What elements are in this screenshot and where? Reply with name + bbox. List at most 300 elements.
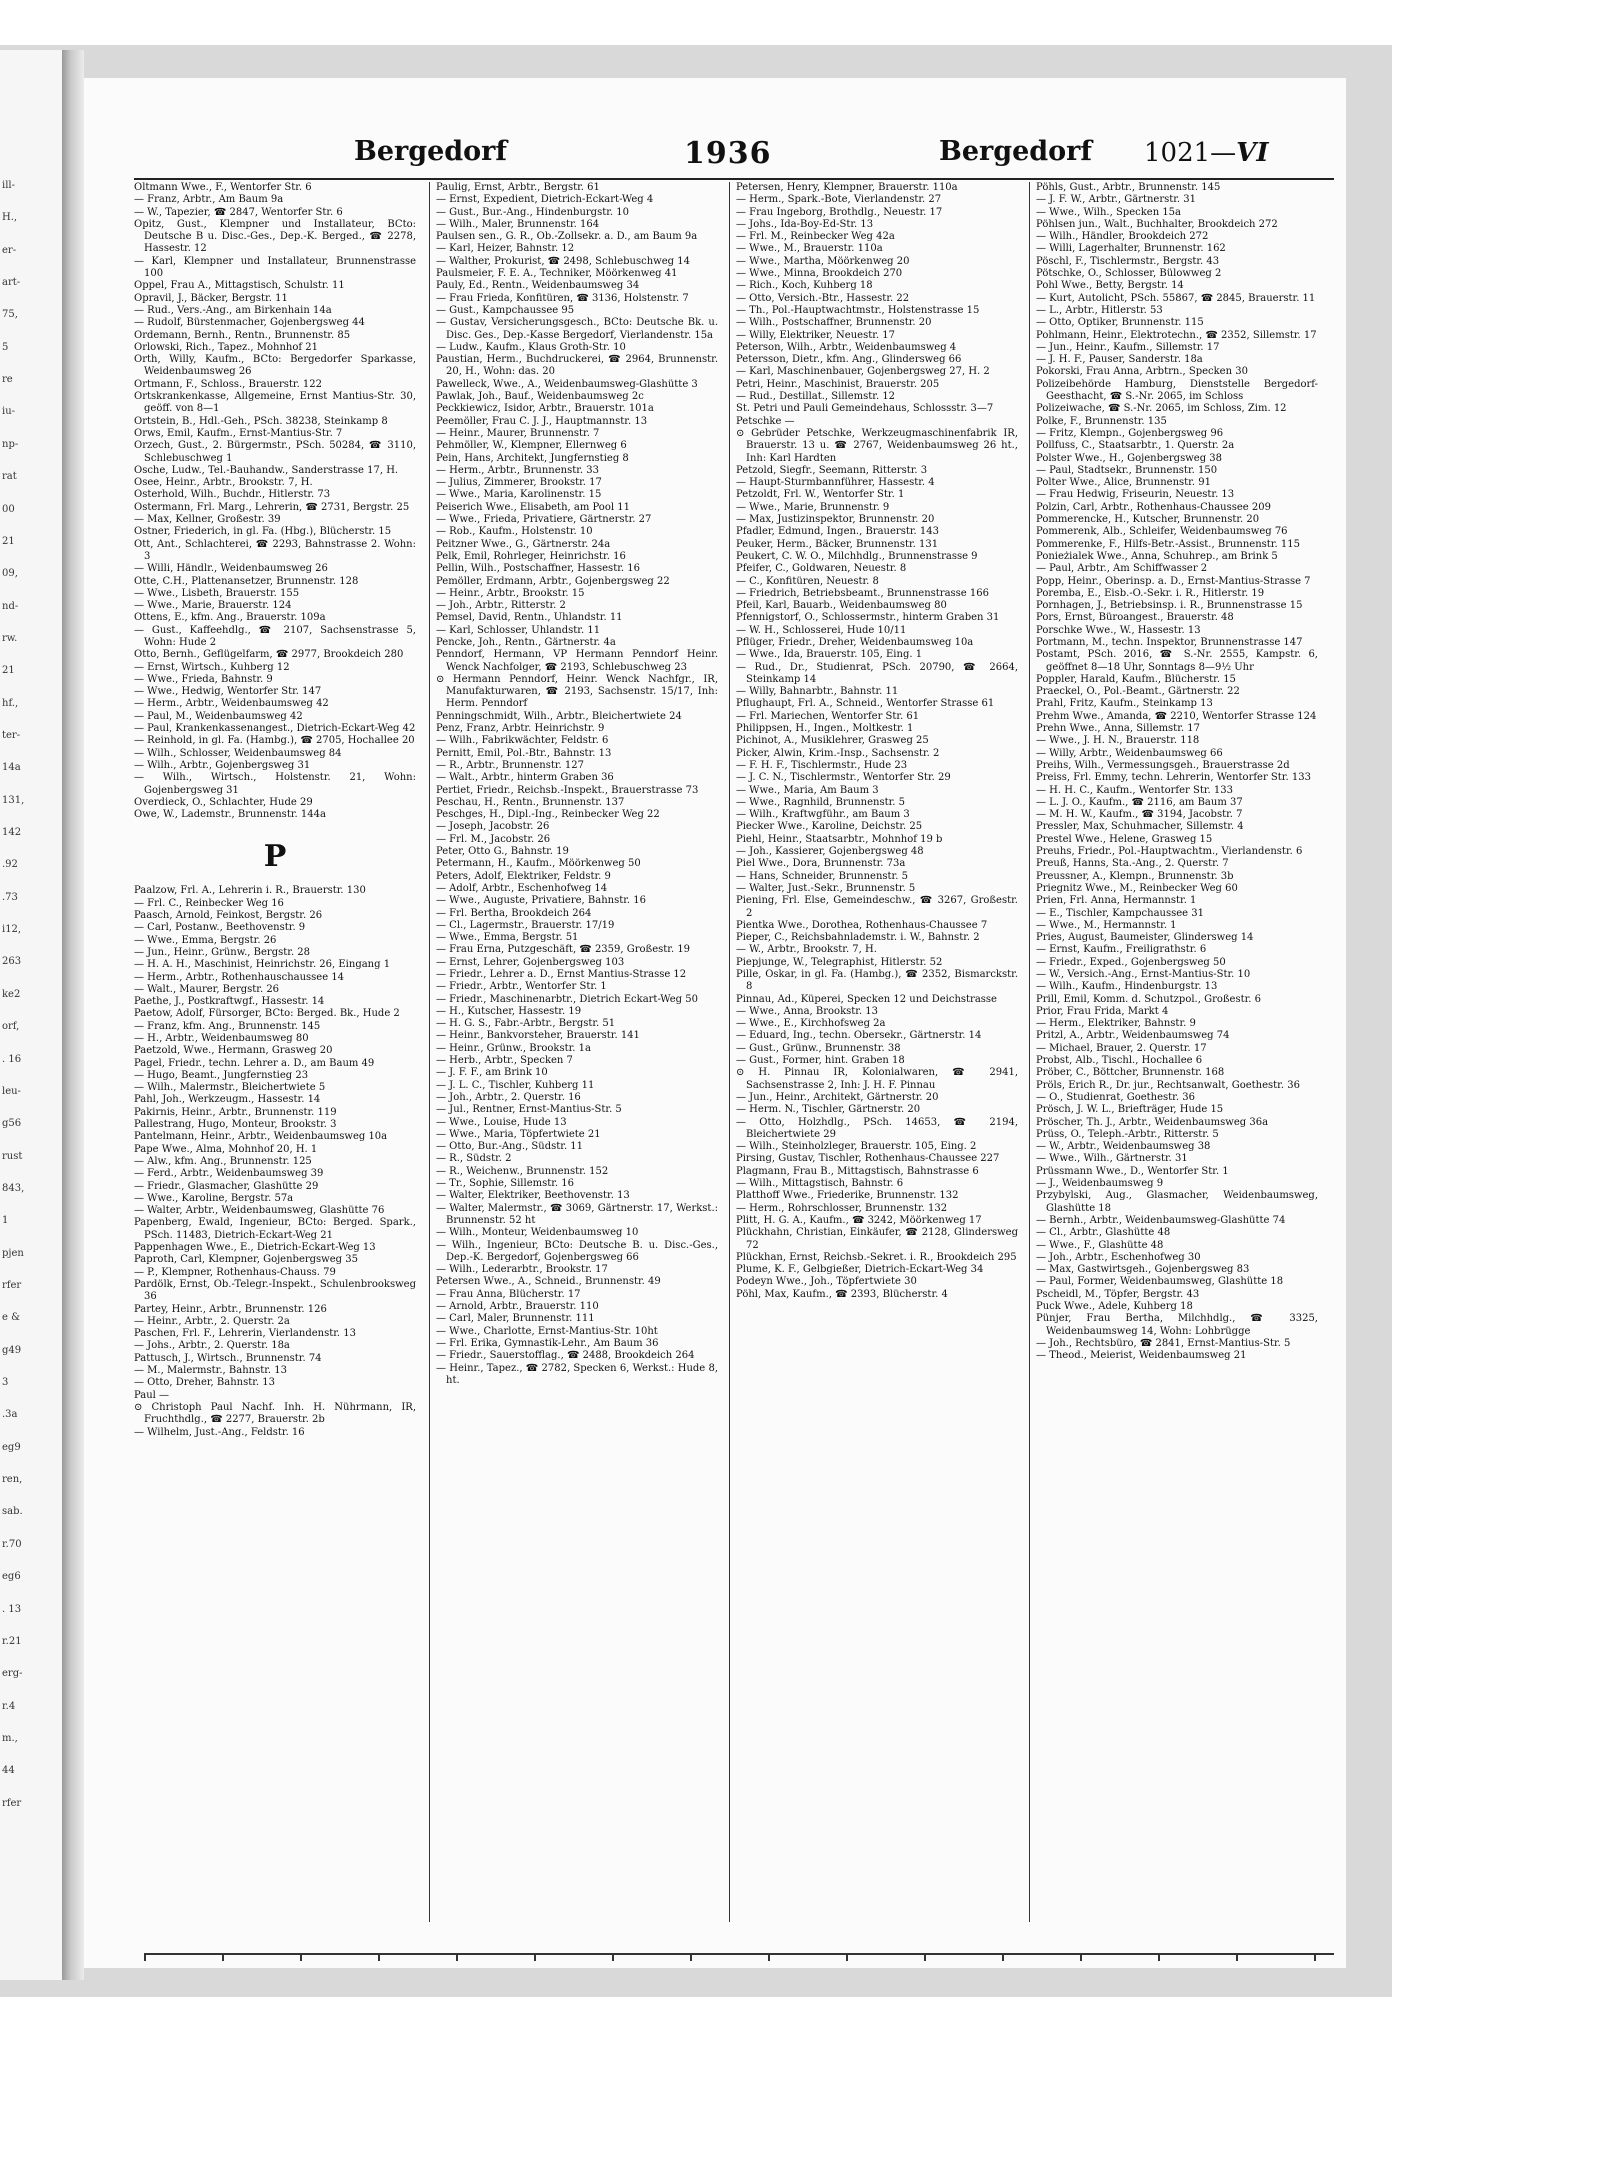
directory-entry: Probst, Alb., Tischl., Hochallee 6: [1036, 1055, 1203, 1067]
directory-entry: Prestel Wwe., Helene, Grasweg 15: [1036, 833, 1213, 845]
directory-entry: ⊙ H. Pinnau IR, Kolonialwaren, ☎ 2941, Sachsenstrasse 2, Inh: J. H. F. Pinnau: [736, 1067, 1018, 1091]
facing-page-fragment: ter-: [2, 730, 21, 741]
directory-entry: — Paul, Former, Weidenbaumsweg, Glashütte 18: [1036, 1276, 1284, 1288]
directory-entry: — Wwe., Lisbeth, Brauerstr. 155: [134, 587, 300, 599]
directory-entry: Paustian, Herm., Buchdruckerei, ☎ 2964, Brunnenstr. 20, H., Wohn: das. 20: [436, 354, 718, 378]
directory-entry: — Heinr., Arbtr., Brookstr. 15: [436, 587, 585, 599]
directory-entry: Polizeibehörde Hamburg, Dienststelle Bergedorf-Geesthacht, ☎ S.-Nr. 2065, im Schloss: [1036, 378, 1318, 403]
directory-entry: — Max, Justizinspektor, Brunnenstr. 20: [736, 514, 935, 526]
facing-page-fragment: r.70: [2, 1538, 22, 1550]
directory-entry: Pöschl, F., Tischlermstr., Bergstr. 43: [1036, 255, 1220, 267]
directory-entry: — Wwe., Emma, Bergstr. 26: [134, 934, 277, 946]
directory-entry: — Friedr., Exped., Gojenbergsweg 50: [1036, 956, 1226, 968]
directory-entry: — Paul, Arbtr., Am Schiffwasser 2: [1036, 563, 1208, 575]
directory-entry: Piecker Wwe., Karoline, Deichstr. 25: [736, 821, 923, 833]
directory-entry: — Frau Erna, Putzgeschäft, ☎ 2359, Großestr. 19: [436, 944, 691, 956]
directory-entry: — Wilh., Arbtr., Gojenbergsweg 31: [134, 759, 311, 771]
directory-entry: Ostner, Friederich, in gl. Fa. (Hbg.), Blücherstr. 15: [134, 526, 392, 538]
directory-entry: Prahl, Fritz, Kaufm., Steinkamp 13: [1036, 698, 1213, 710]
directory-entry: — Gust., Former, hint. Graben 18: [736, 1055, 905, 1067]
directory-entry: Piepjunge, W., Telegraphist, Hitlerstr. 52: [736, 956, 943, 968]
directory-entry: — Wwe., M., Brauerstr. 110a: [736, 243, 883, 255]
directory-entry: — Herm., Arbtr., Brunnenstr. 33: [436, 464, 599, 476]
directory-entry: — Frau Frieda, Konfitüren, ☎ 3136, Holstenstr. 7: [436, 292, 689, 304]
facing-page-fragment: er-: [2, 244, 17, 256]
directory-entry: Popp, Heinr., Oberinsp. a. D., Ernst-Mantius-Strasse 7: [1036, 575, 1311, 587]
header-left-title: Bergedorf: [354, 136, 508, 167]
directory-entry: Pohl Wwe., Betty, Bergstr. 14: [1036, 280, 1184, 292]
directory-entry: Pommerenk, Alb., Schleifer, Weidenbaumsweg 76: [1036, 526, 1288, 538]
directory-entry: — Heinr., Maurer, Brunnenstr. 7: [436, 427, 600, 439]
directory-entry: Pors, Ernst, Büroangest., Brauerstr. 48: [1036, 612, 1234, 624]
directory-entry: Pahl, Joh., Werkzeugm., Hassestr. 14: [134, 1094, 321, 1106]
directory-entry: — Wwe., J. H. N., Brauerstr. 118: [1036, 735, 1200, 747]
directory-entry: — Wwe., Karoline, Bergstr. 57a: [134, 1192, 294, 1204]
directory-entry: — Friedr., Sauerstofflag., ☎ 2488, Brookdeich 264: [436, 1350, 695, 1362]
directory-entry: — Wilh., Postschaffner, Brunnenstr. 20: [736, 317, 932, 329]
directory-entry: — Joh., Kassierer, Gojenbergsweg 48: [736, 846, 924, 858]
directory-entry: — Otto, Dreher, Bahnstr. 13: [134, 1377, 276, 1389]
facing-page-fragment: g49: [2, 1344, 22, 1356]
directory-entry: — Wwe., M., Hermannstr. 1: [1036, 919, 1177, 931]
directory-entry: — Wwe., Hedwig, Wentorfer Str. 147: [134, 686, 322, 698]
directory-entry: Pröls, Erich R., Dr. jur., Rechtsanwalt, Goethestr. 36: [1036, 1079, 1300, 1091]
directory-entry: — Wwe., Maria, Am Baum 3: [736, 784, 879, 796]
directory-entry: — Friedr., Glasmacher, Glashütte 29: [134, 1180, 319, 1192]
directory-entry: — Wilh., Fabrikwächter, Feldstr. 6: [436, 735, 609, 747]
directory-entry: ⊙ Christoph Paul Nachf. Inh. H. Nührmann, IR, Fruchthdlg., ☎ 2277, Brauerstr. 2b: [134, 1401, 416, 1426]
directory-entry: — E., Tischler, Kampchaussee 31: [1036, 907, 1204, 919]
facing-page-fragment: sab.: [2, 1506, 23, 1518]
directory-entry: — Otto, Bur.-Ang., Südstr. 11: [436, 1141, 584, 1153]
directory-entry: — Gust., Kaffeehdlg., ☎ 2107, Sachsenstrasse 5, Wohn: Hude 2: [134, 624, 416, 648]
directory-entry: Pommerencke, H., Kutscher, Brunnenstr. 20: [1036, 514, 1260, 526]
directory-entry: Pokorski, Frau Anna, Arbtrn., Specken 30: [1036, 366, 1248, 378]
facing-page-fragment: np-: [2, 438, 19, 450]
facing-page-fragment: . 13: [2, 1603, 22, 1615]
facing-page-fragment: ke2: [2, 988, 21, 1000]
directory-entry: Paproth, Carl, Klempner, Gojenbergsweg 35: [134, 1254, 358, 1266]
facing-page-fragment: nd-: [2, 600, 19, 612]
directory-entry: — Wwe., Marie, Brunnenstr. 9: [736, 501, 890, 513]
facing-page-fragment: 1: [2, 1215, 9, 1227]
directory-entry: Prior, Frau Frida, Markt 4: [1036, 1005, 1169, 1017]
directory-entry: — M. H. W., Kaufm., ☎ 3194, Jacobstr. 7: [1036, 809, 1243, 821]
directory-entry: — Theod., Meierist, Weidenbaumsweg 21: [1036, 1350, 1247, 1362]
directory-entry: — Frl. Mariechen, Wentorfer Str. 61: [736, 710, 920, 722]
directory-entry: — Wilh., Mittagstisch, Bahnstr. 6: [736, 1178, 904, 1190]
directory-entry: — Rud., Destillat., Sillemstr. 12: [736, 391, 896, 403]
column-3: [729, 182, 1018, 1922]
facing-page-fragment: eg9: [2, 1441, 21, 1453]
directory-entry: — W., Arbtr., Weidenbaumsweg 38: [1036, 1141, 1211, 1153]
directory-entry: — Willy, Arbtr., Weidenbaumsweg 66: [1036, 747, 1223, 759]
facing-page-fragment: ren,: [2, 1474, 23, 1486]
directory-entry: Prehn Wwe., Anna, Sillemstr. 17: [1036, 723, 1200, 735]
facing-page-fragment: rat: [2, 471, 17, 483]
directory-entry: — O., Studienrat, Goethestr. 36: [1036, 1091, 1195, 1103]
directory-entry: Pünjer, Frau Bertha, Milchhdlg., ☎ 3325, Weidenbaumsweg 14, Wohn: Lohbrügge: [1036, 1313, 1318, 1337]
directory-entry: Pappenhagen Wwe., E., Dietrich-Eckart-Weg 13: [134, 1242, 376, 1254]
directory-entry: Pernitt, Emil, Pol.-Btr., Bahnstr. 13: [436, 747, 612, 759]
directory-entry: — H. G. S., Fabr.-Arbtr., Bergstr. 51: [436, 1018, 616, 1030]
page-number: 1021: [1144, 138, 1211, 168]
directory-entry: Pfadler, Edmund, Ingen., Brauerstr. 143: [736, 526, 939, 538]
directory-entry: Peemöller, Frau C. J. J., Hauptmannstr. 13: [436, 415, 648, 427]
directory-entry: — Jun., Heinr., Grünw., Bergstr. 28: [134, 946, 311, 958]
directory-entry: Paul —: [134, 1389, 170, 1401]
directory-entry: — Paul, M., Weidenbaumsweg 42: [134, 710, 303, 722]
bottom-rule: [144, 1953, 1334, 1961]
directory-entry: Pardölk, Ernst, Ob.-Telegr.-Inspekt., Schulenbrooksweg 36: [134, 1278, 416, 1303]
directory-entry: — Wwe., Wilh., Gärtnerstr. 31: [1036, 1153, 1188, 1165]
directory-entry: — J. F. W., Arbtr., Gärtnerstr. 31: [1036, 194, 1197, 206]
directory-entry: — Herm., Arbtr., Weidenbaumsweg 42: [134, 698, 329, 710]
directory-entry: Pflughaupt, Frl. A., Schneid., Wentorfer Strasse 61: [736, 698, 995, 710]
directory-entry: Osee, Heinr., Arbtr., Brookstr. 7, H.: [134, 477, 313, 489]
directory-entry: — F. H. F., Tischlermstr., Hude 23: [736, 759, 908, 771]
directory-entry: Overdieck, O., Schlachter, Hude 29: [134, 796, 313, 808]
directory-entry: — Gustav, Versicherungsgesch., BCto: Deutsche Bk. u. Disc. Ges., Dep.-Kasse Bergedorf, Vierlandenstr. 15a: [436, 317, 718, 341]
directory-entry: Pfennigstorf, O., Schlossermstr., hinterm Graben 31: [736, 612, 1000, 624]
directory-entry: — Rud., Vers.-Ang., am Birkenhain 14a: [134, 304, 332, 316]
directory-entry: Plagmann, Frau B., Mittagstisch, Bahnstrasse 6: [736, 1165, 979, 1177]
directory-entry: Preuhs, Friedr., Pol.-Hauptwachtm., Vierlandenstr. 6: [1036, 846, 1303, 858]
directory-entry: Pein, Hans, Architekt, Jungfernstieg 8: [436, 452, 629, 464]
facing-page-fragment: 263: [2, 956, 22, 968]
directory-entry: Pötschke, O., Schlosser, Bülowweg 2: [1036, 268, 1222, 280]
directory-entry: — Friedrich, Betriebsbeamt., Brunnenstrasse 166: [736, 587, 989, 599]
directory-entry: — Gust., Bur.-Ang., Hindenburgstr. 10: [436, 206, 629, 218]
directory-entry: — Joh., Arbtr., Ritterstr. 2: [436, 600, 566, 612]
column-1: [134, 182, 416, 1922]
directory-entry: Philippsen, H., Ingen., Moltkestr. 1: [736, 723, 914, 735]
directory-entry: Piehl, Heinr., Staatsarbtr., Mohnhof 19 b: [736, 833, 943, 845]
directory-entry: Praeckel, O., Pol.-Beamt., Gärtnerstr. 22: [1036, 686, 1240, 698]
directory-entry: — Ludw., Kaufm., Klaus Groth-Str. 10: [436, 341, 626, 353]
facing-page-fragment: g56: [2, 1118, 22, 1130]
directory-entry: — Carl, Postanw., Beethovenstr. 9: [134, 922, 306, 934]
directory-entry: Pritzl, A., Arbtr., Weidenbaumsweg 74: [1036, 1030, 1230, 1042]
facing-page-fragment: H.,: [2, 212, 18, 224]
directory-entry: — Wilh., Kraftwgführ., am Baum 3: [736, 809, 910, 821]
directory-entry: Paulig, Ernst, Arbtr., Bergstr. 61: [436, 182, 600, 193]
facing-page-fragment: rfer: [2, 1797, 22, 1809]
facing-page-fragment: . 16: [2, 1053, 22, 1065]
directory-entry: Peschges, H., Dipl.-Ing., Reinbecker Weg 22: [436, 809, 660, 821]
directory-entry: — J., Weidenbaumsweg 9: [1036, 1178, 1164, 1190]
directory-entry: Picker, Alwin, Krim.-Insp., Sachsenstr. 2: [736, 747, 940, 759]
directory-entry: — Wilh., Monteur, Weidenbaumsweg 10: [436, 1227, 639, 1239]
directory-entry: — Julius, Zimmerer, Brookstr. 17: [436, 477, 602, 489]
directory-entry: — Bernh., Arbtr., Weidenbaumsweg-Glashütte 74: [1036, 1214, 1286, 1226]
directory-entry: Paulsmeier, F. E. A., Techniker, Möörkenweg 41: [436, 268, 678, 280]
directory-entry: Polzin, Carl, Arbtr., Rothenhaus-Chaussee 209: [1036, 501, 1271, 513]
column-4: [1029, 182, 1318, 1922]
directory-entry: Ortskrankenkasse, Allgemeine, Ernst Mantius-Str. 30, geöff. von 8—1: [134, 391, 416, 415]
directory-entry: — Herm. N., Tischler, Gärtnerstr. 20: [736, 1104, 921, 1116]
directory-entry: — Willy, Elektriker, Neuestr. 17: [736, 329, 895, 341]
directory-entry: Polster Wwe., H., Gojenbergsweg 38: [1036, 452, 1223, 464]
directory-entry: Petzold, Siegfr., Seemann, Ritterstr. 3: [736, 464, 928, 476]
directory-entry: Pflüger, Friedr., Dreher, Weidenbaumsweg 10a: [736, 636, 974, 648]
directory-entry: Pohlmann, Heinr., Elektrotechn., ☎ 2352, Sillemstr. 17: [1036, 329, 1317, 341]
directory-entry: — Karl, Heizer, Bahnstr. 12: [436, 243, 575, 255]
directory-entry: — Wilh., Kaufm., Hindenburgstr. 13: [1036, 981, 1218, 993]
directory-entry: Pantelmann, Heinr., Arbtr., Weidenbaumsweg 10a: [134, 1131, 388, 1143]
directory-entry: — Jun., Heinr., Architekt, Gärtnerstr. 20: [736, 1091, 939, 1103]
directory-entry: Paethe, J., Postkraftwgf., Hassestr. 14: [134, 996, 325, 1008]
directory-entry: Pinnau, Ad., Küperei, Specken 12 und Deichstrasse: [736, 993, 997, 1005]
facing-page-fragment: 21: [2, 665, 15, 677]
directory-entry: — Friedr., Arbtr., Wentorfer Str. 1: [436, 981, 607, 993]
directory-entry: Piel Wwe., Dora, Brunnenstr. 73a: [736, 858, 906, 870]
directory-entry: Ortstein, B., Hdl.-Geh., PSch. 38238, Steinkamp 8: [134, 415, 388, 427]
directory-entry: — Wwe., Maria, Töpfertwiete 21: [436, 1128, 601, 1140]
directory-entry: — C., Konfitüren, Neuestr. 8: [736, 575, 879, 587]
directory-entry: — W., Arbtr., Brookstr. 7, H.: [736, 944, 877, 956]
header-year: 1936: [684, 136, 772, 171]
directory-entry: — Friedr., Lehrer a. D., Ernst Mantius-Strasse 12: [436, 969, 687, 980]
directory-entry: — Reinhold, in gl. Fa. (Hambg.), ☎ 2705, Hochallee 20: [134, 735, 415, 747]
directory-entry: — J. H. F., Pauser, Sanderstr. 18a: [1036, 354, 1203, 366]
directory-entry: — Willi, Lagerhalter, Brunnenstr. 162: [1036, 243, 1226, 255]
directory-entry: — Wilh., Wirtsch., Holstenstr. 21, Wohn: Gojenbergsweg 31: [134, 772, 416, 796]
directory-entry: — W. H., Schlosserei, Hude 10/11: [736, 624, 907, 636]
directory-entry: — Wwe., Frieda, Bahnstr. 9: [134, 673, 273, 685]
directory-entry: Polizeiwache, ☎ S.-Nr. 2065, im Schloss, Zim. 12: [1036, 403, 1287, 415]
directory-entry: Penndorf, Hermann, VP Hermann Penndorf Heinr. Wenck Nachfolger, ☎ 2193, Schlebuschweg 23: [436, 649, 718, 673]
directory-entry: Peukert, C. W. O., Milchhdlg., Brunnenstrasse 9: [736, 550, 978, 562]
directory-entry: — Wwe., Minna, Brookdeich 270: [736, 268, 903, 280]
directory-entry: — Walter, Elektriker, Beethovenstr. 13: [436, 1190, 630, 1202]
directory-entry: — Frau Hedwig, Friseurin, Neuestr. 13: [1036, 489, 1235, 501]
directory-entry: — W., Tapezier, ☎ 2847, Wentorfer Str. 6: [134, 206, 343, 218]
directory-entry: Owe, W., Lademstr., Brunnenstr. 144a: [134, 809, 326, 821]
directory-entry: — Paul, Stadtsekr., Brunnenstr. 150: [1036, 464, 1218, 476]
directory-entry: — L., Arbtr., Hitlerstr. 53: [1036, 304, 1163, 316]
facing-page-fragment: m.,: [2, 1732, 18, 1744]
directory-entry: Pichinot, A., Musiklehrer, Grasweg 25: [736, 735, 929, 747]
facing-page-fragment: 131,: [2, 794, 25, 806]
directory-entry: Pemöller, Erdmann, Arbtr., Gojenbergsweg 22: [436, 575, 670, 587]
directory-entry: Preihs, Wilh., Vermessungsgeh., Brauerstrasse 2d: [1036, 759, 1290, 771]
directory-entry: Prehm Wwe., Amanda, ☎ 2210, Wentorfer Strasse 124: [1036, 710, 1317, 722]
directory-entry: Pellin, Wilh., Postschaffner, Hassestr. 16: [436, 563, 640, 575]
facing-page-fragment: .92: [2, 859, 18, 871]
header-right-title: Bergedorf: [939, 136, 1093, 167]
facing-page-fragment: iu-: [2, 406, 16, 418]
directory-entry: — Herm., Elektriker, Bahnstr. 9: [1036, 1018, 1196, 1030]
directory-entry: Pöhlsen jun., Walt., Buchhalter, Brookdeich 272: [1036, 218, 1278, 230]
directory-entry: Plume, K. F., Gelbgießer, Dietrich-Eckart-Weg 34: [736, 1264, 984, 1276]
directory-entry: — Heinr., Tapez., ☎ 2782, Specken 6, Werkst.: Hude 8, ht.: [436, 1362, 718, 1386]
directory-entry: Peterson, Wilh., Arbtr., Weidenbaumsweg 4: [736, 341, 957, 353]
directory-entry: Opravil, J., Bäcker, Bergstr. 11: [134, 292, 288, 304]
directory-entry: — M., Malermstr., Bahnstr. 13: [134, 1365, 288, 1377]
directory-entry: Pape Wwe., Alma, Mohnhof 20, H. 1: [134, 1143, 318, 1155]
directory-entry: — Rich., Koch, Kuhberg 18: [736, 280, 873, 292]
directory-entry: — Cl., Arbtr., Glashütte 48: [1036, 1227, 1171, 1239]
directory-page: [84, 78, 1346, 1968]
directory-entry: Peiserich Wwe., Elisabeth, am Pool 11: [436, 501, 630, 513]
directory-entry: — Walt., Maurer, Bergstr. 26: [134, 983, 280, 995]
facing-page-fragment: 843,: [2, 1182, 25, 1194]
directory-entry: — Walter, Malermstr., ☎ 3069, Gärtnerstr. 17, Werkst.: Brunnenstr. 52 ht: [436, 1202, 718, 1226]
directory-entry: Poppler, Harald, Kaufm., Blücherstr. 15: [1036, 673, 1236, 685]
directory-entry: Prüss, O., Teleph.-Arbtr., Ritterstr. 5: [1036, 1128, 1219, 1140]
directory-entry: — L. J. O., Kaufm., ☎ 2116, am Baum 37: [1036, 796, 1243, 808]
directory-entry: Pille, Oskar, in gl. Fa. (Hambg.), ☎ 2352, Bismarckstr. 8: [736, 969, 1018, 993]
directory-entry: Puck Wwe., Adele, Kuhberg 18: [1036, 1301, 1193, 1313]
directory-entry: Platthoff Wwe., Friederike, Brunnenstr. 132: [736, 1190, 959, 1202]
directory-entry: Papenberg, Ewald, Ingenieur, BCto: Berged. Spark., PSch. 11483, Dietrich-Eckart-Weg 21: [134, 1217, 416, 1241]
directory-entry: Portmann, M., techn. Inspektor, Brunnenstrasse 147: [1036, 636, 1303, 648]
facing-page-fragment: 75,: [2, 309, 18, 321]
facing-page-fragment: ill-: [2, 180, 15, 191]
directory-entry: — Otto, Holzhdlg., PSch. 14653, ☎ 2194, Bleichertwiete 29: [736, 1116, 1018, 1140]
directory-entry: — Th., Pol.-Hauptwachtmstr., Holstenstrasse 15: [736, 304, 980, 316]
directory-entry: — Frl. Erika, Gymnastik-Lehr., Am Baum 36: [436, 1337, 659, 1349]
directory-entry: Opitz, Gust., Klempner und Installateur, BCto: Deutsche B u. Disc.-Ges., Dep.-K. Berged., ☎ 2278, Hassestr. 12: [134, 218, 416, 255]
directory-entry: — Rudolf, Bürstenmacher, Gojenbergsweg 44: [134, 317, 365, 329]
volume-number: VI: [1236, 138, 1269, 168]
directory-entry: Penningschmidt, Wilh., Arbtr., Bleichertwiete 24: [436, 710, 682, 722]
directory-entry: Pollfuss, C., Staatsarbtr., 1. Querstr. 2a: [1036, 440, 1235, 452]
directory-entry: — Wwe., Charlotte, Ernst-Mantius-Str. 10ht: [436, 1325, 658, 1337]
directory-entry: Pscheidl, M., Töpfer, Bergstr. 43: [1036, 1288, 1200, 1300]
directory-entry: Peters, Adolf, Elektriker, Feldstr. 9: [436, 870, 611, 882]
directory-entry: Preiss, Frl. Emmy, techn. Lehrerin, Wentorfer Str. 133: [1036, 772, 1311, 784]
directory-entry: Penz, Franz, Arbtr. Heinrichstr. 9: [436, 723, 605, 735]
directory-entry: — Fritz, Klempn., Gojenbergsweg 96: [1036, 427, 1224, 439]
directory-entry: Paetzold, Wwe., Hermann, Grasweg 20: [134, 1045, 333, 1057]
directory-entry: Orzech, Gust., 2. Bürgermstr., PSch. 50284, ☎ 3110, Schlebuschweg 1: [134, 440, 416, 464]
directory-entry: — Wilh., Maler, Brunnenstr. 164: [436, 218, 600, 230]
directory-entry: Pattusch, J., Wirtsch., Brunnenstr. 74: [134, 1352, 322, 1364]
directory-entry: Przybylski, Aug., Glasmacher, Weidenbaumsweg, Glashütte 18: [1036, 1190, 1318, 1214]
directory-entry: — Wwe., Ida, Brauerstr. 105, Eing. 1: [736, 649, 923, 661]
directory-entry: — Max, Gastwirtsgeh., Gojenbergsweg 83: [1036, 1264, 1250, 1276]
directory-entry: — R., Arbtr., Brunnenstr. 127: [436, 759, 584, 771]
facing-page-fragment: 44: [2, 1765, 15, 1777]
directory-entry: Ottens, E., kfm. Ang., Brauerstr. 109a: [134, 612, 326, 624]
directory-entry: Prüssmann Wwe., D., Wentorfer Str. 1: [1036, 1165, 1229, 1177]
directory-entry: — Frl. Bertha, Brookdeich 264: [436, 907, 592, 919]
directory-entry: Pencke, Joh., Rentn., Gärtnerstr. 4a: [436, 636, 616, 648]
directory-entry: — Wilh., Lederarbtr., Brookstr. 17: [436, 1264, 608, 1276]
directory-entry: — Wwe., Wilh., Specken 15a: [1036, 206, 1181, 218]
directory-entry: — Wwe., Martha, Möörkenweg 20: [736, 255, 910, 267]
directory-entry: Ostermann, Frl. Marg., Lehrerin, ☎ 2731, Bergstr. 25: [134, 501, 410, 513]
directory-entry: — Willi, Händlr., Weidenbaumsweg 26: [134, 563, 328, 575]
directory-entry: — Johs., Arbtr., 2. Querstr. 18a: [134, 1340, 290, 1352]
directory-entry: St. Petri und Pauli Gemeindehaus, Schlossstr. 3—7: [736, 403, 994, 415]
directory-entry: — Karl, Klempner und Installateur, Brunnenstrasse 100: [134, 255, 416, 280]
section-letter: P: [263, 839, 287, 875]
directory-entry: Oltmann Wwe., F., Wentorfer Str. 6: [134, 182, 312, 193]
directory-entry: Pornhagen, J., Betriebsinsp. i. R., Brunnenstrasse 15: [1036, 600, 1303, 612]
directory-entry: Preuß, Hanns, Sta.-Ang., 2. Querstr. 7: [1036, 858, 1229, 870]
directory-entry: Peuker, Herm., Bäcker, Brunnenstr. 131: [736, 538, 939, 550]
directory-entry: — Joh., Arbtr., 2. Querstr. 16: [436, 1091, 581, 1103]
directory-entry: — Walter, Just.-Sekr., Brunnenstr. 5: [736, 882, 916, 894]
directory-entry: — Walter, Arbtr., Weidenbaumsweg, Glashütte 76: [134, 1205, 385, 1217]
directory-entry: Pommerenke, F., Hilfs-Betr.-Assist., Brunnenstr. 115: [1036, 538, 1300, 550]
directory-entry: — H. H. C., Kaufm., Wentorfer Str. 133: [1036, 784, 1233, 796]
directory-entry: — P., Klempner, Rothenhaus-Chauss. 79: [134, 1266, 336, 1278]
directory-entry: Pawlak, Joh., Bauf., Weidenbaumsweg 2c: [436, 391, 644, 403]
directory-entry: — Otto, Optiker, Brunnenstr. 115: [1036, 317, 1204, 329]
directory-entry: — Wilh., Ingenieur, BCto: Deutsche B. u. Disc.-Ges., Dep.-K. Bergedorf, Gojenbergsweg 66: [436, 1239, 718, 1263]
directory-entry: — Jul., Rentner, Ernst-Mantius-Str. 5: [436, 1104, 622, 1116]
directory-entry: ⊙ Gebrüder Petschke, Werkzeugmaschinenfabrik IR, Brauerstr. 13 u. ☎ 2767, Weidenbaumsweg 26 ht., Inh: Karl Hardten: [736, 427, 1018, 464]
facing-page-fragment: re: [2, 374, 13, 386]
facing-page-fragment: leu-: [2, 1085, 21, 1097]
facing-page-fragment: 21: [2, 535, 15, 547]
directory-entry: — Frl. C., Reinbecker Weg 16: [134, 897, 284, 909]
directory-entry: Podeyn Wwe., Joh., Töpfertwiete 30: [736, 1276, 917, 1288]
directory-entry: Prien, Frl. Anna, Hermannstr. 1: [1036, 895, 1197, 907]
facing-page-fragment: art-: [2, 277, 21, 289]
directory-entry: Ponieżialek Wwe., Anna, Schuhrep., am Brink 5: [1036, 550, 1278, 562]
directory-entry: — Jun., Heinr., Kaufm., Sillemstr. 17: [1036, 341, 1220, 353]
column-2: [429, 182, 718, 1922]
directory-entry: — J. L. C., Tischler, Kuhberg 11: [436, 1079, 595, 1091]
directory-entry: — Herm., Rohrschlosser, Brunnenstr. 132: [736, 1202, 948, 1214]
directory-entry: — Max, Kellner, Großestr. 39: [134, 514, 281, 526]
directory-entry: Pöhls, Gust., Arbtr., Brunnenstr. 145: [1036, 182, 1221, 193]
directory-entry: — Wilh., Malermstr., Bleichertwiete 5: [134, 1082, 326, 1094]
directory-entry: — Paul, Krankenkassenangest., Dietrich-Eckart-Weg 42: [134, 723, 416, 735]
directory-entry: — R., Weichenw., Brunnenstr. 152: [436, 1165, 609, 1177]
directory-entry: — Joseph, Jacobstr. 26: [436, 821, 550, 833]
directory-entry: — Frau Ingeborg, Brothdlg., Neuestr. 17: [736, 206, 943, 218]
directory-entry: — Wwe., Marie, Brauerstr. 124: [134, 600, 292, 612]
directory-entry: Orth, Willy, Kaufm., BCto: Bergedorfer Sparkasse, Weidenbaumsweg 26: [134, 354, 416, 378]
directory-entry: Partey, Heinr., Arbtr., Brunnenstr. 126: [134, 1303, 327, 1315]
directory-entry: — Wilh., Händler, Brookdeich 272: [1036, 231, 1209, 243]
facing-page-fragment: pjen: [2, 1247, 24, 1259]
directory-entry: Pries, August, Baumeister, Glindersweg 14: [1036, 932, 1254, 944]
directory-entry: — Arnold, Arbtr., Brauerstr. 110: [436, 1301, 599, 1313]
directory-entry: — Frl. M., Reinbecker Weg 42a: [736, 231, 895, 243]
directory-entry: Postamt, PSch. 2016, ☎ S.-Nr. 2555, Kampstr. 6, geöffnet 8—18 Uhr, Sonntags 8—9½ Uhr: [1036, 649, 1318, 673]
facing-page-fragment: orf,: [2, 1021, 20, 1033]
directory-entry: Pirsing, Gustav, Tischler, Rothenhaus-Chaussee 227: [736, 1153, 1000, 1165]
directory-entry: — J. F. F., am Brink 10: [436, 1067, 548, 1079]
facing-page-fragment: rust: [2, 1150, 23, 1162]
directory-entry: Peschau, H., Rentn., Brunnenstr. 137: [436, 796, 625, 808]
directory-entry: — Eduard, Ing., techn. Obersekr., Gärtnerstr. 14: [736, 1030, 982, 1042]
facing-page-fragment: r.4: [2, 1700, 16, 1712]
directory-entry: — Ernst, Kaufm., Freiligrathstr. 6: [1036, 944, 1207, 956]
facing-page-fragment: 09,: [2, 568, 18, 580]
directory-entry: Petersen, Henry, Klempner, Brauerstr. 110a: [736, 182, 958, 193]
directory-entry: Preussner, A., Klempn., Brunnenstr. 3b: [1036, 870, 1234, 882]
directory-entry: — Wwe., Louise, Hude 13: [436, 1116, 567, 1128]
directory-entry: Pakirnis, Heinr., Arbtr., Brunnenstr. 119: [134, 1106, 337, 1118]
directory-entry: Pieper, C., Reichsbahnlademstr. i. W., Bahnstr. 2: [736, 932, 980, 944]
directory-entry: Pehmöller, W., Klempner, Ellernweg 6: [436, 440, 627, 452]
directory-entry: — H., Arbtr., Weidenbaumsweg 80: [134, 1033, 309, 1044]
directory-entry: Pauly, Ed., Rentn., Weidenbaumsweg 34: [436, 280, 640, 292]
directory-entry: Paulsen sen., G. R., Ob.-Zollsekr. a. D., am Baum 9a: [436, 231, 698, 243]
directory-entry: — Heinr., Arbtr., 2. Querstr. 2a: [134, 1315, 290, 1327]
directory-entry: — J. C. N., Tischlermstr., Wentorfer Str. 29: [736, 772, 951, 784]
directory-entry: — Walt., Arbtr., hinterm Graben 36: [436, 772, 614, 784]
directory-entry: — Karl, Schlosser, Uhlandstr. 11: [436, 624, 601, 636]
